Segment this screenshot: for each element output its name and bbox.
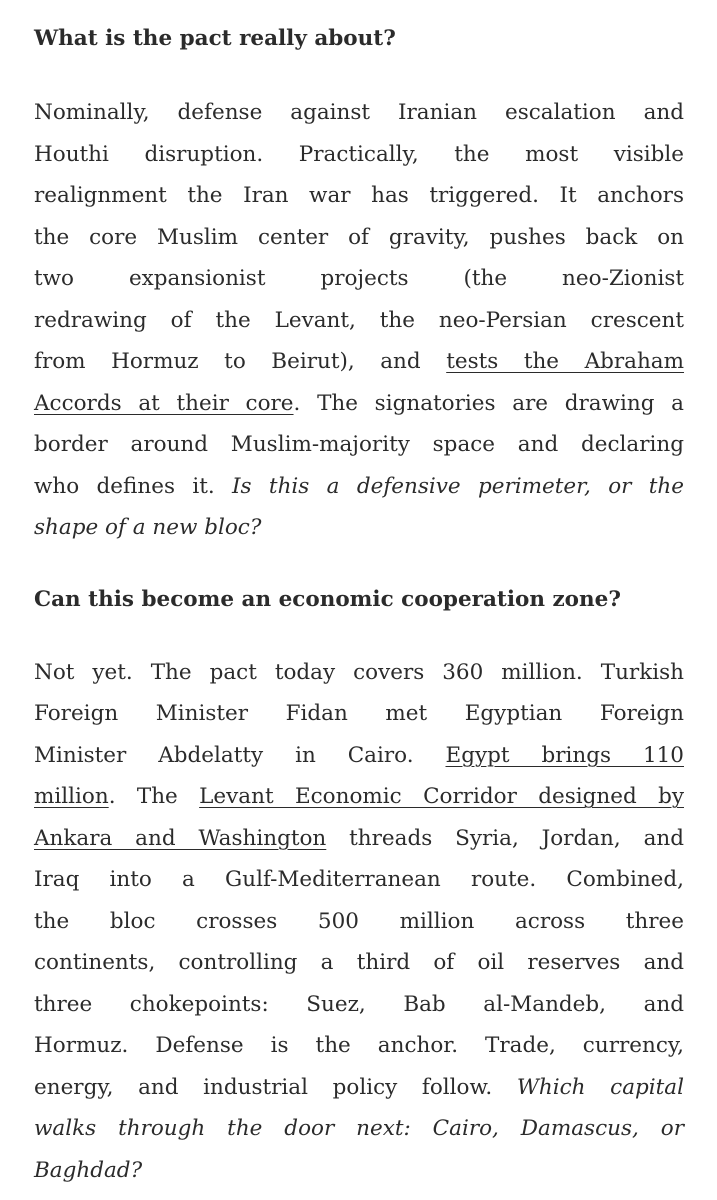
text-run: . The signatories are drawing a <box>293 390 684 416</box>
paragraph-line <box>34 1067 684 1109</box>
section-heading-economic-zone: Can this become an economic cooperation zone? <box>34 586 621 612</box>
paragraph-line <box>34 776 684 818</box>
paragraph-pact-purpose <box>34 92 684 549</box>
text-run: Nominally, defense against Iranian escalation and <box>34 100 684 125</box>
paragraph-line <box>34 735 684 777</box>
text-run: Foreign Minister Fidan met Egyptian Foreign <box>34 701 684 726</box>
paragraph-line <box>34 424 684 466</box>
section-heading-pact-purpose: What is the pact really about? <box>34 26 396 51</box>
text-run: border around Muslim-majority space and declaring <box>34 432 684 457</box>
paragraph-line <box>34 507 684 549</box>
inline-link[interactable]: Ankara and Washington <box>34 825 327 851</box>
text-run: who defines it. <box>34 473 233 499</box>
paragraph-line <box>34 1150 684 1192</box>
paragraph-line <box>34 693 684 735</box>
paragraph-line <box>34 901 684 943</box>
inline-link[interactable]: Accords at their core <box>34 390 294 416</box>
text-run: realignment the Iran war has triggered. It anchors <box>34 183 684 208</box>
text-run: Hormuz. Defense is the anchor. Trade, currency, <box>34 1033 684 1058</box>
italic-question: shape of a new bloc? <box>34 515 262 540</box>
text-run: threads Syria, Jordan, and <box>326 825 685 851</box>
text-run: . The <box>108 784 200 809</box>
text-run: continents, controlling a third of oil reserves and <box>34 950 684 975</box>
text-run: the bloc crosses 500 million across three <box>34 908 684 934</box>
text-run: Minister Abdelatty in Cairo. <box>34 742 446 768</box>
text-run: two expansionist projects (the neo-Zionist <box>34 266 684 291</box>
paragraph-economic-zone <box>34 652 684 1192</box>
paragraph-line <box>34 217 684 259</box>
inline-link[interactable]: million <box>34 784 109 809</box>
paragraph-line <box>34 859 684 901</box>
paragraph-line <box>34 466 684 508</box>
text-run: Houthi disruption. Practically, the most visible <box>34 141 684 167</box>
paragraph-line <box>34 1108 684 1150</box>
text-run: Iraq into a Gulf-Mediterranean route. Combined, <box>34 867 684 892</box>
paragraph-line <box>34 300 684 342</box>
text-run: redrawing of the Levant, the neo-Persian crescent <box>34 307 684 333</box>
inline-link[interactable]: Levant Economic Corridor designed by <box>199 784 684 809</box>
text-run: the core Muslim center of gravity, pushes back on <box>34 224 684 250</box>
paragraph-line <box>34 175 684 217</box>
italic-question: Is this a defensive perimeter, or the <box>232 473 684 499</box>
paragraph-line <box>34 652 684 694</box>
italic-question: walks through the door next: Cairo, Damascus, or <box>34 1116 684 1141</box>
paragraph-line <box>34 341 684 383</box>
italic-question: Which capital <box>516 1074 684 1100</box>
text-run: three chokepoints: Suez, Bab al-Mandeb, and <box>34 991 684 1017</box>
paragraph-line <box>34 818 684 860</box>
text-run: from Hormuz to Beirut), and <box>34 349 447 374</box>
text-run: energy, and industrial policy follow. <box>34 1074 517 1100</box>
paragraph-line <box>34 1025 684 1067</box>
inline-link[interactable]: Egypt brings 110 <box>445 742 684 768</box>
paragraph-line <box>34 92 684 134</box>
paragraph-line <box>34 942 684 984</box>
italic-question: Baghdad? <box>34 1157 143 1183</box>
paragraph-line <box>34 984 684 1026</box>
text-run: Not yet. The pact today covers 360 million. Turkish <box>34 659 684 685</box>
paragraph-line <box>34 258 684 300</box>
paragraph-line <box>34 383 684 425</box>
paragraph-line <box>34 134 684 176</box>
inline-link[interactable]: tests the Abraham <box>446 349 685 374</box>
